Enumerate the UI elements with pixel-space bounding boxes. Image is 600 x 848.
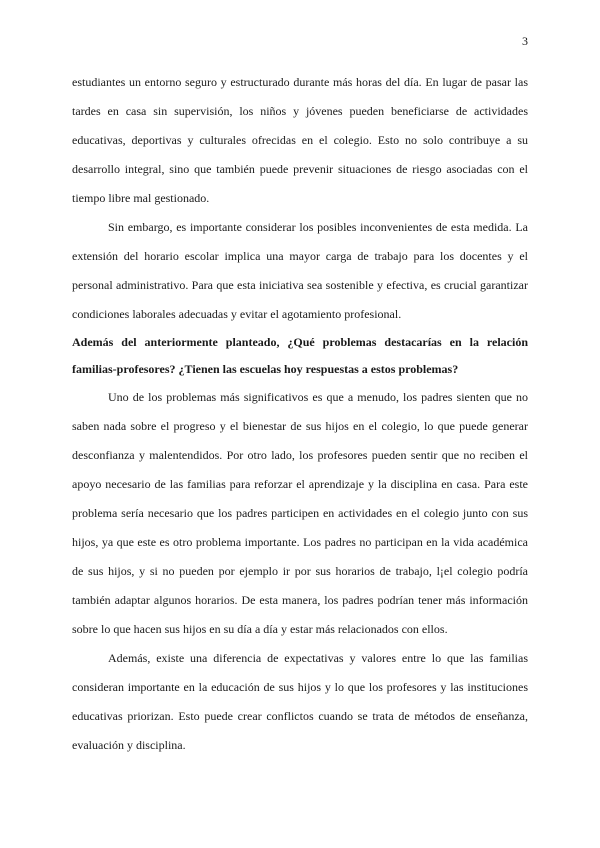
section-question-heading: Además del anteriormente planteado, ¿Qué problemas destacarías en la relación familias-profesores? ¿Tienen las escuelas hoy respuestas a estos problemas?: [72, 335, 528, 376]
page-number: 3: [522, 34, 528, 48]
body-paragraph-1: estudiantes un entorno seguro y estructurado durante más horas del día. En lugar de pasar las tardes en casa sin supervisión, los niños y jóvenes pueden beneficiarse de actividades educativas, deportivas y culturales ofrecidas en el colegio. Esto no solo contribuye a su desarrollo integral, sino que también puede prevenir situaciones de riesgo asociadas con el tiempo libre mal gestionado.: [72, 75, 528, 205]
body-paragraph-4: Además, existe una diferencia de expectativas y valores entre lo que las familias consideran importante en la educación de sus hijos y lo que los profesores y las instituciones educativas priorizan. Esto puede crear conflictos cuando se trata de métodos de enseñanza, evaluación y disciplina.: [72, 651, 528, 752]
document-body: [72, 68, 528, 760]
body-paragraph-3: Uno de los problemas más significativos es que a menudo, los padres sienten que no saben nada sobre el progreso y el bienestar de sus hijos en el colegio, lo que puede generar desconfianza y malentendidos. Por otro lado, los profesores pueden sentir que no reciben el apoyo necesario de las familias para reforzar el aprendizaje y la disciplina en casa. Para este problema sería necesario que los padres participen en actividades en el colegio junto con sus hijos, ya que este es otro problema importante. Los padres no participan en la vida académica de sus hijos, y si no pueden por ejemplo ir por sus horarios de trabajo, l¡el colegio podría también adaptar algunos horarios. De esta manera, los padres podrían tener más información sobre lo que hacen sus hijos en su día a día y estar más relacionados con ellos.: [72, 390, 528, 636]
body-paragraph-2: Sin embargo, es importante considerar los posibles inconvenientes de esta medida. La extensión del horario escolar implica una mayor carga de trabajo para los docentes y el personal administrativo. Para que esta iniciativa sea sostenible y efectiva, es crucial garantizar condiciones laborales adecuadas y evitar el agotamiento profesional.: [72, 220, 528, 321]
